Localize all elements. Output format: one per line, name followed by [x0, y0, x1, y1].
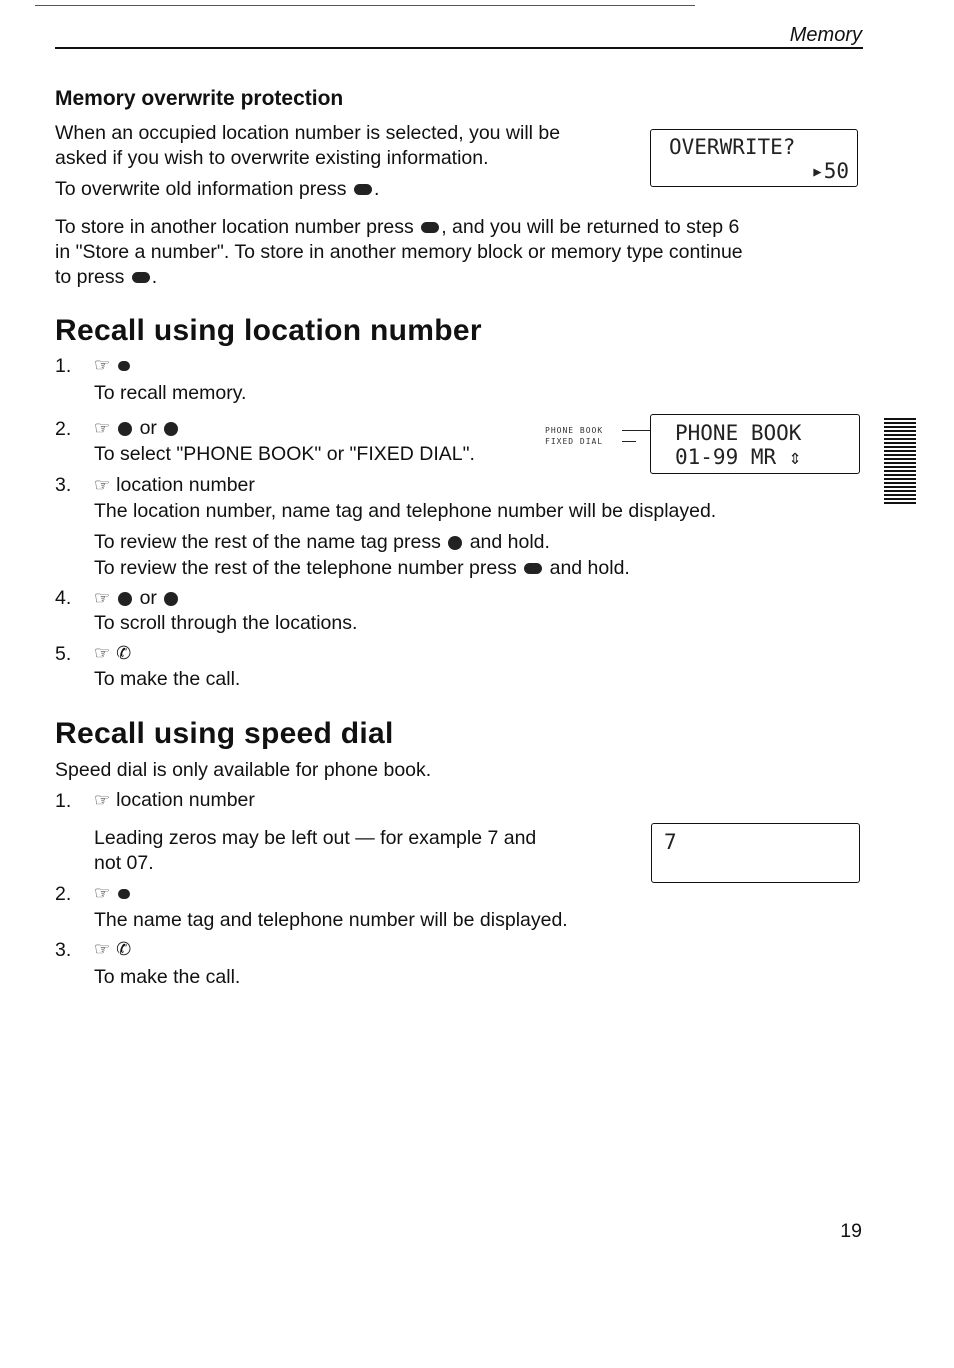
pointing-hand-icon: ☞	[94, 588, 111, 608]
pointing-hand-icon: ☞	[94, 418, 111, 438]
step-note	[94, 826, 536, 876]
subheading-overwrite: Memory overwrite protection	[55, 87, 344, 110]
step-action	[94, 788, 255, 813]
overwrite-para1-line1: When an occupied location number is selected, you will be	[55, 122, 561, 144]
scroll-up-key-icon	[118, 592, 132, 606]
pointing-hand-icon: ☞	[94, 643, 111, 663]
or-text: or	[139, 587, 157, 609]
step-extra-text: To review the rest of the telephone number press	[94, 557, 517, 579]
page-edge-tab	[884, 418, 916, 504]
overwrite-para3-line2: in "Store a number". To store in another memory block or memory type continue	[55, 241, 743, 263]
pointing-hand-icon: ☞	[94, 475, 111, 495]
connector-line	[622, 430, 650, 431]
speed-dial-intro: Speed dial is only available for phone book.	[55, 759, 432, 781]
speed-dial-key-icon	[118, 889, 130, 899]
step-action	[94, 416, 180, 441]
step-desc: The location number, name tag and telephone number will be displayed.	[94, 500, 717, 522]
ok-key-icon	[354, 184, 372, 195]
top-rule	[35, 5, 695, 6]
step-extra-text: and hold.	[549, 557, 630, 579]
step-extra-number	[94, 556, 630, 581]
page-number: 19	[840, 1220, 862, 1242]
overwrite-para2: To overwrite old information press .	[55, 178, 380, 200]
step-action	[94, 937, 131, 962]
menu-key-icon	[132, 272, 150, 283]
lcd-speed-dial-line1: 7	[664, 830, 677, 854]
pointing-hand-icon: ☞	[94, 355, 111, 375]
recall-key-icon	[118, 361, 130, 371]
step-number: 3.	[55, 939, 72, 961]
heading-speed-dial: Recall using speed dial	[55, 717, 394, 750]
step-number: 2.	[55, 883, 72, 905]
step-action	[94, 586, 180, 611]
overwrite-para3-line1b: , and you will be returned to step 6	[441, 216, 740, 238]
step-note-line1: Leading zeros may be left out — for example 7 and	[94, 827, 537, 849]
overwrite-para3-line1a: To store in another location number press	[55, 216, 414, 238]
step-action	[94, 353, 132, 378]
running-head: Memory	[789, 24, 862, 46]
step-desc: To select "PHONE BOOK" or "FIXED DIAL".	[94, 443, 475, 465]
step-action	[94, 641, 131, 666]
pointing-hand-icon: ☞	[94, 790, 111, 810]
lcd-speed-dial	[651, 823, 860, 883]
scroll-up-key-icon	[118, 422, 132, 436]
overwrite-para2-text: To overwrite old information press	[55, 178, 347, 200]
lcd-phone-book-line1: PHONE BOOK	[675, 421, 802, 445]
step-number: 4.	[55, 587, 72, 609]
clear-key-icon	[524, 563, 542, 574]
pointing-hand-icon: ☞	[94, 939, 111, 959]
step-note-line2: not 07.	[94, 852, 154, 874]
call-key-icon: ✆	[116, 643, 132, 663]
step-number: 1.	[55, 790, 72, 812]
step-action	[94, 881, 132, 906]
overwrite-para1-line2: asked if you wish to overwrite existing information.	[55, 147, 489, 169]
lcd-phone-book-line2: 01-99 MR ⇕	[675, 445, 802, 469]
lcd-overwrite	[650, 129, 858, 187]
step-number: 2.	[55, 418, 72, 440]
mini-label-phone-book: PHONE BOOK	[545, 426, 604, 435]
step-action	[94, 473, 255, 498]
pointing-hand-icon: ☞	[94, 883, 111, 903]
header-rule	[55, 47, 863, 49]
overwrite-para3: To store in another location number press , and you will be returned to step 6 in "Store a number". To store in another memory block or memory type continue to press .	[55, 216, 743, 288]
step-desc: To make the call.	[94, 668, 241, 690]
scroll-up-key-icon	[448, 536, 462, 550]
overwrite-para1	[55, 121, 560, 171]
connector-line	[622, 441, 636, 442]
step-number: 3.	[55, 474, 72, 496]
mini-label-fixed-dial: FIXED DIAL	[545, 437, 604, 446]
scroll-down-key-icon	[164, 422, 178, 436]
heading-recall-location: Recall using location number	[55, 314, 482, 347]
or-text: or	[139, 417, 157, 439]
call-key-icon: ✆	[116, 939, 132, 959]
step-extra-name-tag	[94, 530, 550, 555]
menu-key-icon	[421, 222, 439, 233]
lcd-overwrite-line2: ▸50	[811, 159, 849, 183]
step-desc: To make the call.	[94, 966, 241, 988]
step-number: 5.	[55, 643, 72, 665]
step-number: 1.	[55, 355, 72, 377]
step-desc: To scroll through the locations.	[94, 612, 358, 634]
lcd-phone-book	[650, 414, 860, 474]
step-extra-text: and hold.	[469, 531, 550, 553]
scroll-down-key-icon	[164, 592, 178, 606]
step-desc: The name tag and telephone number will be displayed.	[94, 909, 568, 931]
step-desc: To recall memory.	[94, 382, 247, 404]
step-action-text: location number	[116, 474, 255, 496]
lcd-overwrite-line1: OVERWRITE?	[669, 135, 796, 159]
overwrite-para3-line3: to press	[55, 266, 125, 288]
step-action-text: location number	[116, 789, 255, 811]
step-extra-text: To review the rest of the name tag press	[94, 531, 441, 553]
